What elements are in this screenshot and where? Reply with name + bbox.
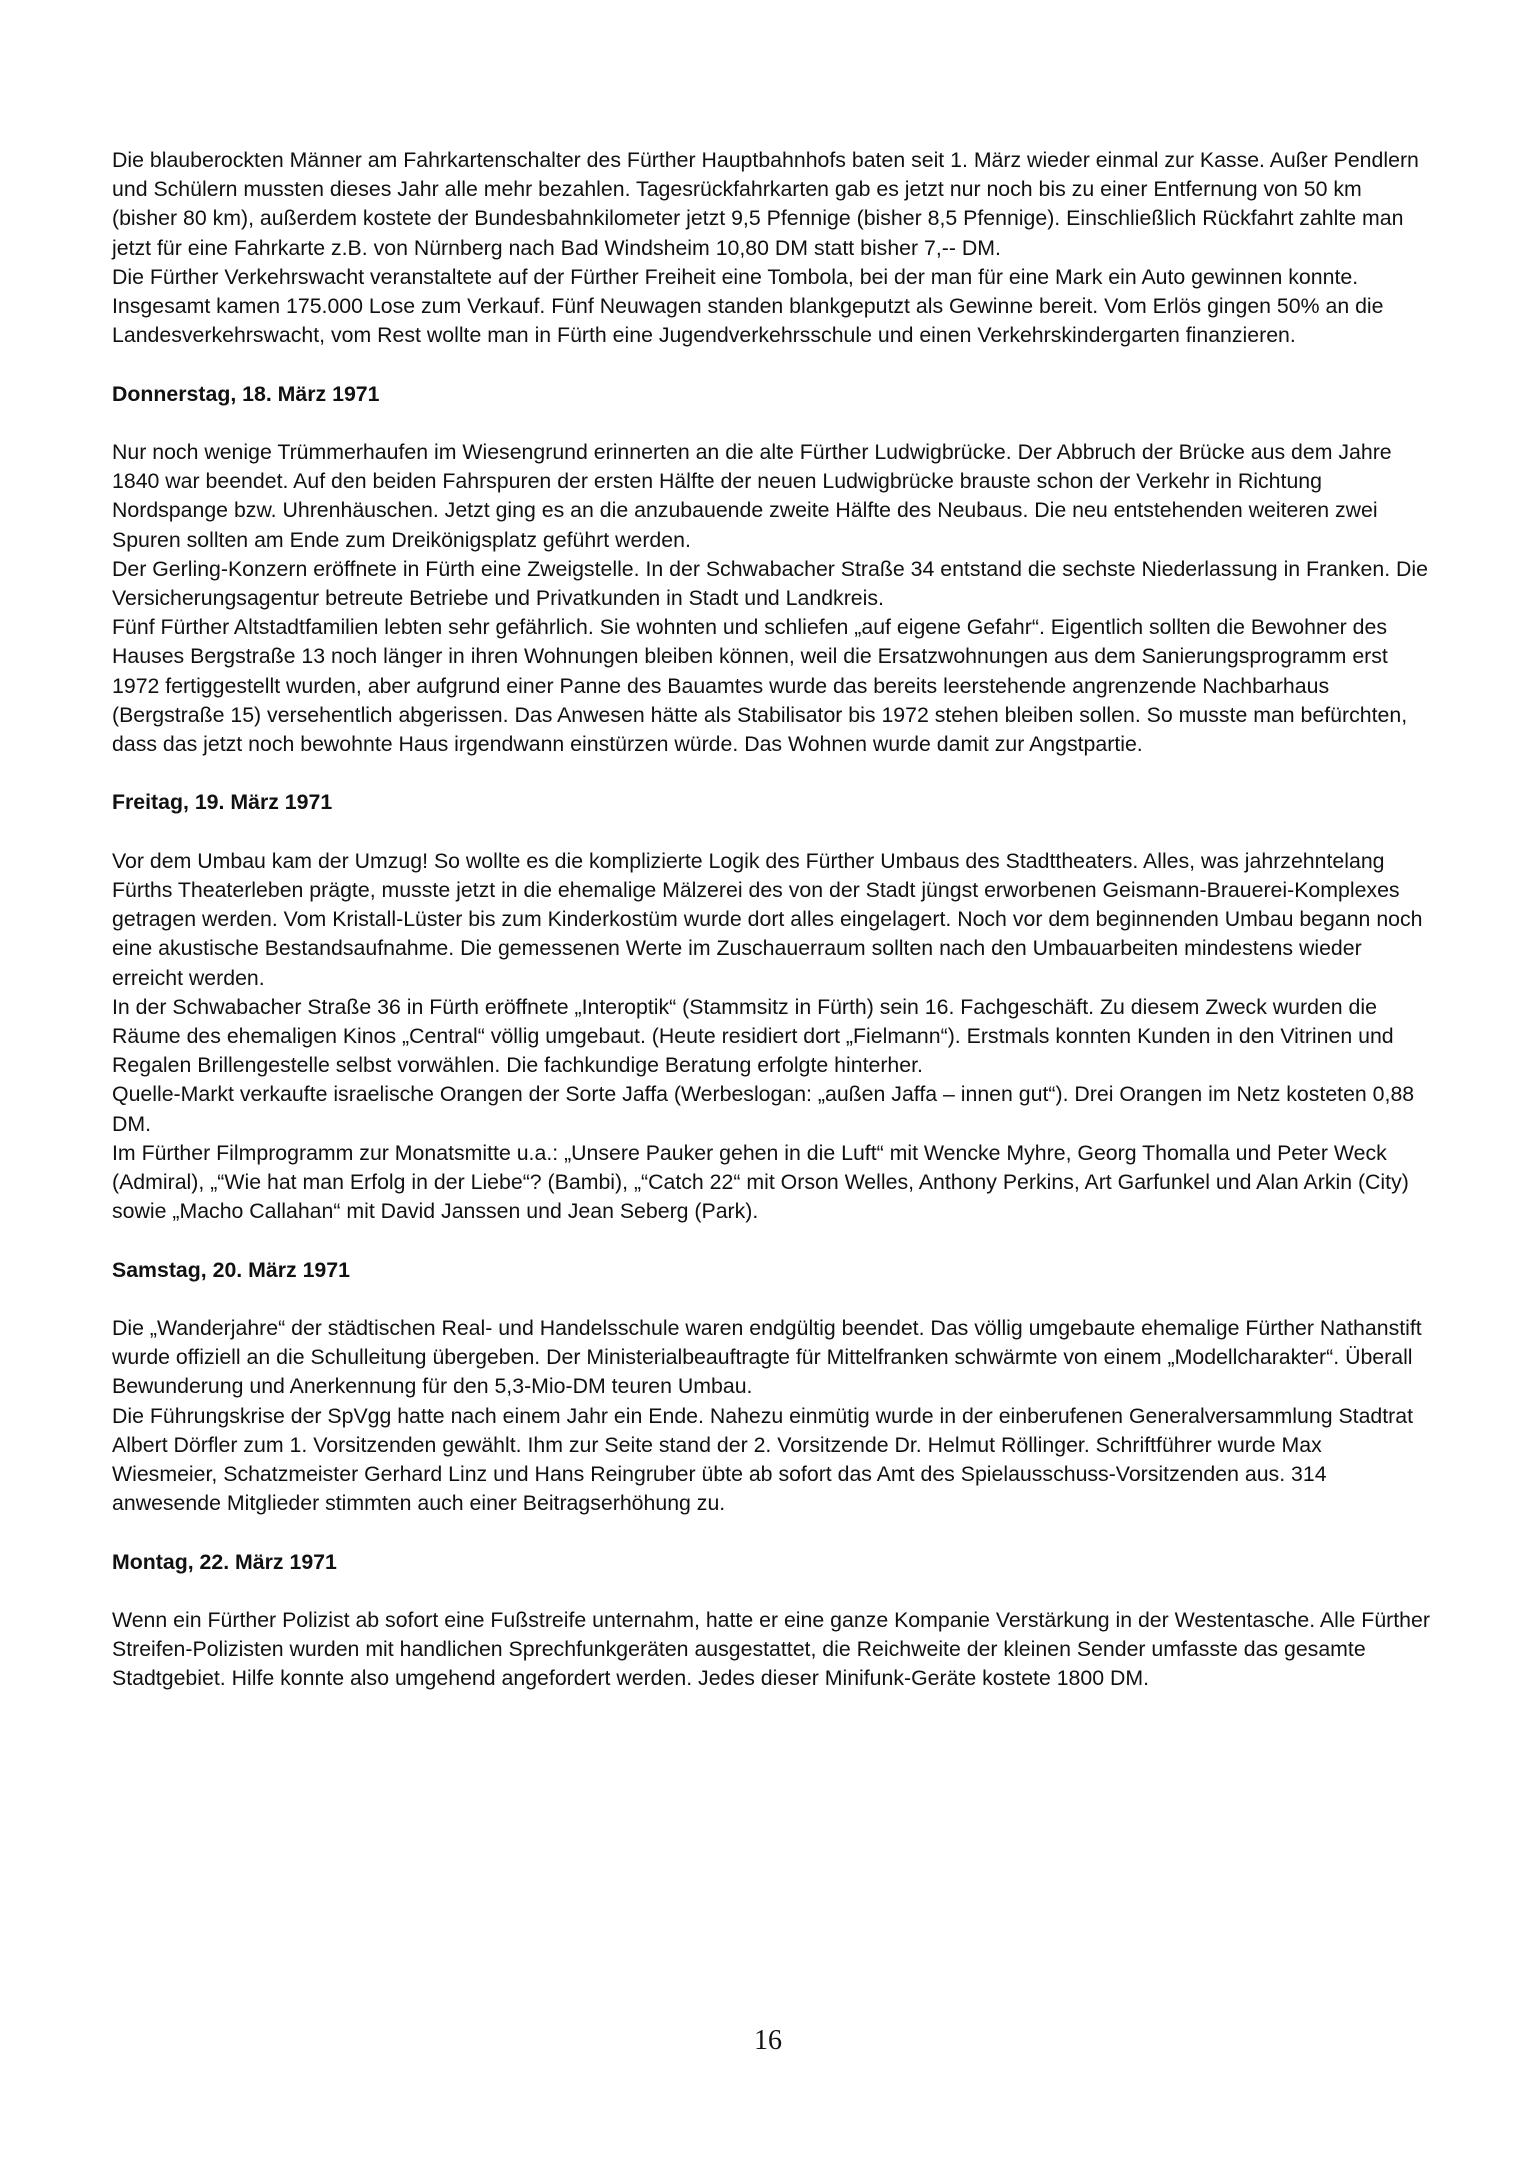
body-paragraph: Der Gerling-Konzern eröffnete in Fürth eine Zweigstelle. In der Schwabacher Straße 34 entstand die sechste Niederlassung in Franken. Die Versicherungsagentur betreute Betriebe und Privatkunden in Stadt und Landkreis. [112, 556, 1428, 611]
body-paragraph: Quelle-Markt verkaufte israelische Orangen der Sorte Jaffa (Werbeslogan: „außen Jaffa – innen gut“). Drei Orangen im Netz kosteten 0,88 DM. [112, 1082, 1415, 1136]
section-heading: Donnerstag, 18. März 1971 [112, 381, 380, 406]
paragraph-gap [112, 1285, 1432, 1314]
document-page [112, 146, 1432, 1694]
page-number: 16 [754, 2025, 782, 2056]
intro-paragraph: Die Fürther Verkehrswacht veranstaltete auf der Fürther Freiheit eine Tombola, bei der man für eine Mark ein Auto gewinnen konnte. Insgesamt kamen 175.000 Lose zum Verkauf. Fünf Neuwagen standen blankgeputzt als Gewinne bereit. Vom Erlös gingen 50% an die Landesverkehrswacht, vom Rest wollte man in Fürth eine Jugendverkehrsschule und einen Verkehrskindergarten finanzieren. [112, 264, 1384, 348]
paragraph-gap [112, 1518, 1432, 1547]
body-paragraph: In der Schwabacher Straße 36 in Fürth eröffnete „Interoptik“ (Stammsitz in Fürth) sein 16. Fachgeschäft. Zu diesem Zweck wurden die Räume des ehemaligen Kinos „Central“ völlig umgebaut. (Heute residiert dort „Fielmann“). Erstmals konnten Kunden in den Vitrinen und Regalen Brillengestelle selbst vorwählen. Die fachkundige Beratung erfolgte hinterher. [112, 994, 1394, 1078]
body-paragraph: Nur noch wenige Trümmerhaufen im Wiesengrund erinnerten an die alte Fürther Ludwigbrücke. Der Abbruch der Brücke aus dem Jahre 1840 war beendet. Auf den beiden Fahrspuren der ersten Hälfte der neuen Ludwigbrücke brauste schon der Verkehr in Richtung Nordspange bzw. Uhrenhäuschen. Jetzt ging es an die anzubauende zweite Hälfte des Neubaus. Die neu entstehenden weiteren zwei Spuren sollten am Ende zum Dreikönigsplatz geführt werden. [112, 440, 1392, 552]
section-heading: Samstag, 20. März 1971 [112, 1257, 350, 1282]
paragraph-gap [112, 818, 1432, 847]
paragraph-gap [112, 759, 1432, 788]
paragraph-gap [112, 350, 1432, 379]
section-heading: Montag, 22. März 1971 [112, 1549, 337, 1574]
body-paragraph: Vor dem Umbau kam der Umzug! So wollte es die komplizierte Logik des Fürther Umbaus des Stadttheaters. Alles, was jahrzehntelang Fürths Theaterleben prägte, musste jetzt in die ehemalige Mälzerei des von der Stadt jüngst erworbenen Geismann-Brauerei-Komplexes getragen werden. Vom Kristall-Lüster bis zum Kinderkostüm wurde dort alles eingelagert. Noch vor dem beginnenden Umbau begann noch eine akustische Bestandsaufnahme. Die gemessenen Werte im Zuschauerraum sollten nach den Umbauarbeiten mindestens wieder erreicht werden. [112, 848, 1423, 990]
paragraph-gap [112, 1226, 1432, 1255]
paragraph-gap [112, 409, 1432, 438]
body-paragraph: Fünf Fürther Altstadtfamilien lebten sehr gefährlich. Sie wohnten und schliefen „auf eigene Gefahr“. Eigentlich sollten die Bewohner des Hauses Bergstraße 13 noch länger in ihren Wohnungen bleiben können, weil die Ersatzwohnungen aus dem Sanierungsprogramm erst 1972 fertiggestellt wurden, aber aufgrund einer Panne des Bauamtes wurde das bereits leerstehende angrenzende Nachbarhaus (Bergstraße 15) versehentlich abgerissen. Das Anwesen hätte als Stabilisator bis 1972 stehen bleiben sollen. So musste man befürchten, dass das jetzt noch bewohnte Haus irgendwann einstürzen würde. Das Wohnen wurde damit zur Angstpartie. [112, 615, 1408, 757]
intro-paragraph: Die blauberockten Männer am Fahrkartenschalter des Fürther Hauptbahnhofs baten seit 1. März wieder einmal zur Kasse. Außer Pendlern und Schülern mussten dieses Jahr alle mehr bezahlen. Tagesrückfahrkarten gab es jetzt nur noch bis zu einer Entfernung von 50 km (bisher 80 km), außerdem kostete der Bundesbahnkilometer jetzt 9,5 Pfennige (bisher 8,5 Pfennige). Einschließlich Rückfahrt zahlte man jetzt für eine Fahrkarte z.B. von Nürnberg nach Bad Windsheim 10,80 DM statt bisher 7,-- DM. [112, 148, 1419, 260]
body-paragraph: Im Fürther Filmprogramm zur Monatsmitte u.a.: „Unsere Pauker gehen in die Luft“ mit Wencke Myhre, Georg Thomalla und Peter Weck (Admiral), „“Wie hat man Erfolg in der Liebe“? (Bambi), „“Catch 22“ mit Orson Welles, Anthony Perkins, Art Garfunkel und Alan Arkin (City) sowie „Macho Callahan“ mit David Janssen und Jean Seberg (Park). [112, 1140, 1409, 1224]
section-heading: Freitag, 19. März 1971 [112, 790, 333, 815]
paragraph-gap [112, 1577, 1432, 1606]
body-paragraph: Wenn ein Fürther Polizist ab sofort eine Fußstreife unternahm, hatte er eine ganze Kompanie Verstärkung in der Westentasche. Alle Fürther Streifen-Polizisten wurden mit handlichen Sprechfunkgeräten ausgestattet, die Reichweite der kleinen Sender umfasste das gesamte Stadtgebiet. Hilfe konnte also umgehend angefordert werden. Jedes dieser Minifunk-Geräte kostete 1800 DM. [112, 1608, 1430, 1691]
body-paragraph: Die „Wanderjahre“ der städtischen Real- und Handelsschule waren endgültig beendet. Das völlig umgebaute ehemalige Fürther Nathanstift wurde offiziell an die Schulleitung übergeben. Der Ministerialbeauftragte für Mittelfranken schwärmte von einem „Modellcharakter“. Überall Bewunderung und Anerkennung für den 5,3-Mio-DM teuren Umbau. [112, 1316, 1422, 1399]
body-paragraph: Die Führungskrise der SpVgg hatte nach einem Jahr ein Ende. Nahezu einmütig wurde in der einberufenen Generalversammlung Stadtrat Albert Dörfler zum 1. Vorsitzenden gewählt. Ihm zur Seite stand der 2. Vorsitzende Dr. Helmut Röllinger. Schriftführer wurde Max Wiesmeier, Schatzmeister Gerhard Linz und Hans Reingruber übte ab sofort das Amt des Spielausschuss-Vorsitzenden aus. 314 anwesende Mitglieder stimmten auch einer Beitragserhöhung zu. [112, 1403, 1414, 1516]
